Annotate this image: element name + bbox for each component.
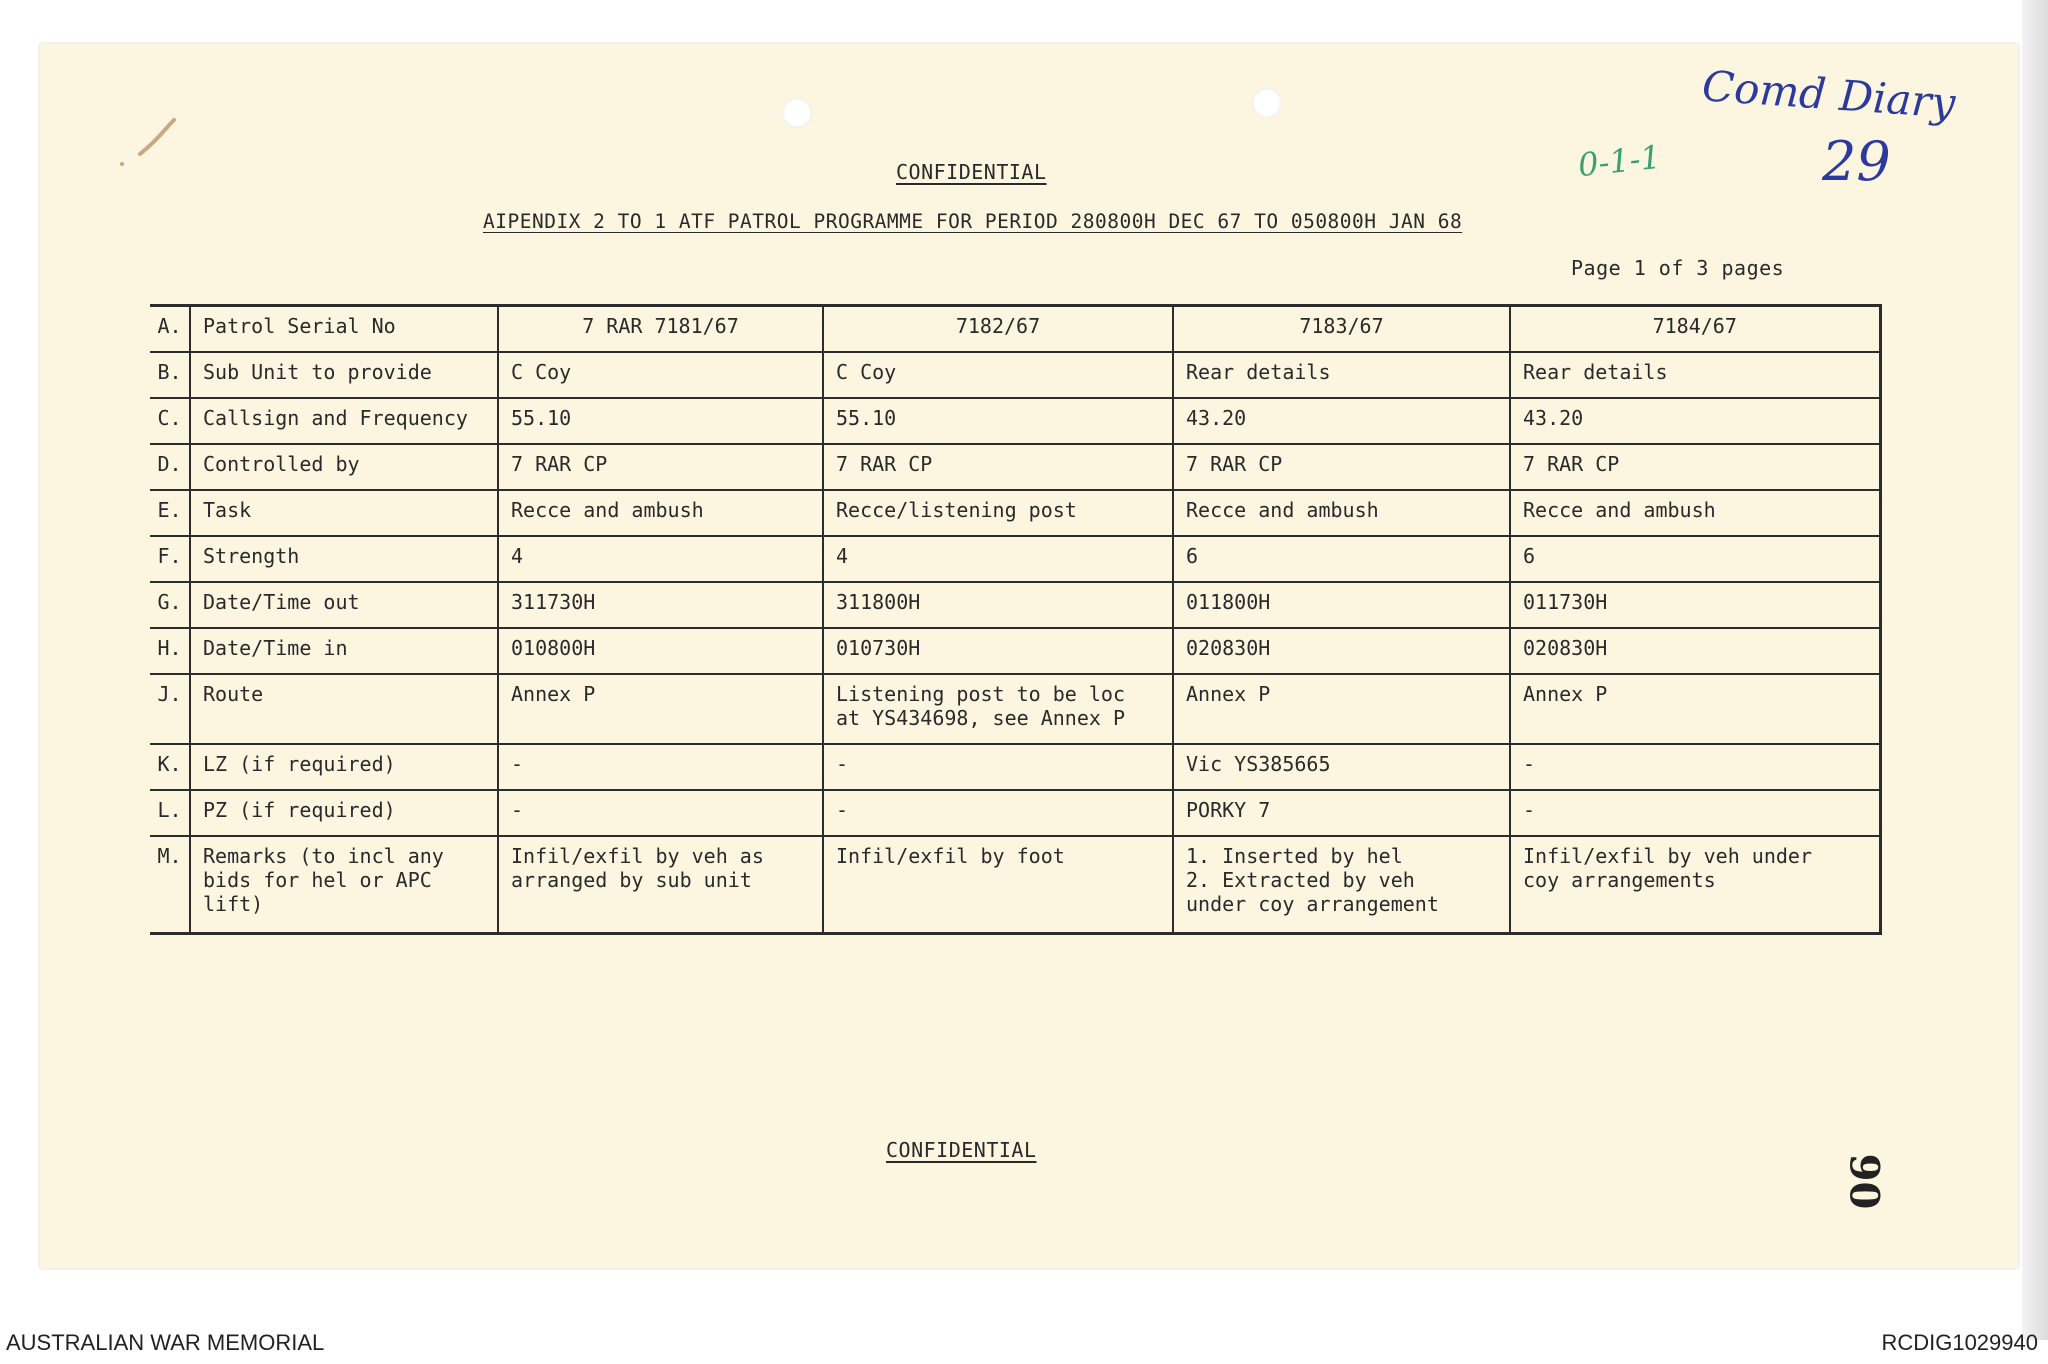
table-cell: - (823, 790, 1173, 836)
table-row (150, 444, 1880, 490)
table-cell: C Coy (498, 352, 823, 398)
table-row (150, 744, 1880, 790)
row-letter: G. (150, 582, 190, 628)
table-cell: Rear details (1173, 352, 1510, 398)
table-cell: 020830H (1173, 628, 1510, 674)
table-cell: - (1510, 744, 1880, 790)
table-cell: 311730H (498, 582, 823, 628)
table-cell: Infil/exfil by foot (823, 836, 1173, 934)
table-row (150, 306, 1880, 352)
row-label: LZ (if required) (190, 744, 498, 790)
patrol-programme-table (150, 304, 1882, 935)
row-label: Route (190, 674, 498, 744)
footer-left: AUSTRALIAN WAR MEMORIAL (6, 1330, 325, 1355)
row-letter: D. (150, 444, 190, 490)
table-cell: 7 RAR CP (1510, 444, 1880, 490)
punch-hole-right (1252, 88, 1282, 118)
table-cell: 6 (1510, 536, 1880, 582)
table-cell: 010730H (823, 628, 1173, 674)
punch-hole-left (782, 98, 812, 128)
handwritten-page-number: 29 (1822, 130, 1891, 193)
table-cell: - (498, 790, 823, 836)
table-cell: 43.20 (1173, 398, 1510, 444)
table-cell: C Coy (823, 352, 1173, 398)
table-cell: 010800H (498, 628, 823, 674)
table-cell: 7182/67 (823, 306, 1173, 352)
row-label: Controlled by (190, 444, 498, 490)
table-cell: Annex P (498, 674, 823, 744)
table-cell: Listening post to be loc at YS434698, see Annex P (823, 674, 1173, 744)
table-cell: - (823, 744, 1173, 790)
table-row (150, 398, 1880, 444)
row-letter: F. (150, 536, 190, 582)
table-row (150, 628, 1880, 674)
table-cell: 55.10 (498, 398, 823, 444)
handwritten-comd-diary: Comd Diary (1700, 61, 1957, 128)
table-row (150, 674, 1880, 744)
table-cell: 7 RAR CP (498, 444, 823, 490)
table-cell: Annex P (1510, 674, 1880, 744)
row-label: Date/Time out (190, 582, 498, 628)
row-label: Strength (190, 536, 498, 582)
row-letter: A. (150, 306, 190, 352)
page-info: Page 1 of 3 pages (1571, 256, 1785, 280)
table-cell: Recce and ambush (1173, 490, 1510, 536)
table-cell: 6 (1173, 536, 1510, 582)
table-cell: Recce and ambush (498, 490, 823, 536)
row-letter: K. (150, 744, 190, 790)
confidential-bottom: CONFIDENTIAL (886, 1138, 1037, 1162)
table-row (150, 490, 1880, 536)
footer-right: RCDIG1029940 (1881, 1330, 2038, 1355)
row-label: Sub Unit to provide (190, 352, 498, 398)
row-label: Callsign and Frequency (190, 398, 498, 444)
row-label: Task (190, 490, 498, 536)
table-cell: Infil/exfil by veh under coy arrangements (1510, 836, 1880, 934)
row-label: Patrol Serial No (190, 306, 498, 352)
row-letter: B. (150, 352, 190, 398)
row-label: PZ (if required) (190, 790, 498, 836)
confidential-top: CONFIDENTIAL (896, 160, 1047, 184)
row-label: Date/Time in (190, 628, 498, 674)
table-cell: Recce and ambush (1510, 490, 1880, 536)
scan-edge (2022, 0, 2048, 1340)
handwritten-folio: 90 (1840, 1153, 1888, 1210)
row-letter: E. (150, 490, 190, 536)
table-cell: PORKY 7 (1173, 790, 1510, 836)
document-title: AIPENDIX 2 TO 1 ATF PATROL PROGRAMME FOR PERIOD 280800H DEC 67 TO 050800H JAN 68 (483, 210, 1463, 233)
table-row (150, 582, 1880, 628)
table-cell: Infil/exfil by veh as arranged by sub unit (498, 836, 823, 934)
table-row (150, 836, 1880, 934)
table-cell: 7 RAR 7181/67 (498, 306, 823, 352)
paper-mark (110, 102, 210, 172)
table-cell: 7 RAR CP (1173, 444, 1510, 490)
table-cell: 020830H (1510, 628, 1880, 674)
table-cell: 011800H (1173, 582, 1510, 628)
row-letter: J. (150, 674, 190, 744)
table-cell: Annex P (1173, 674, 1510, 744)
table-cell: 4 (823, 536, 1173, 582)
table-row (150, 352, 1880, 398)
row-letter: C. (150, 398, 190, 444)
handwritten-green-note: 0-1-1 (1576, 137, 1663, 185)
table-cell: 4 (498, 536, 823, 582)
table-cell: 7184/67 (1510, 306, 1880, 352)
table-row (150, 790, 1880, 836)
table-row (150, 536, 1880, 582)
table-cell: 1. Inserted by hel 2. Extracted by veh under coy arrangement (1173, 836, 1510, 934)
table-cell: 011730H (1510, 582, 1880, 628)
table-cell: - (1510, 790, 1880, 836)
table-cell: 55.10 (823, 398, 1173, 444)
row-letter: H. (150, 628, 190, 674)
table-cell: 311800H (823, 582, 1173, 628)
row-letter: M. (150, 836, 190, 934)
table-cell: Recce/listening post (823, 490, 1173, 536)
table-cell: 43.20 (1510, 398, 1880, 444)
row-label: Remarks (to incl any bids for hel or APC lift) (190, 836, 498, 934)
table-cell: - (498, 744, 823, 790)
table-cell: Rear details (1510, 352, 1880, 398)
table-cell: 7183/67 (1173, 306, 1510, 352)
table-cell: 7 RAR CP (823, 444, 1173, 490)
row-letter: L. (150, 790, 190, 836)
table-cell: Vic YS385665 (1173, 744, 1510, 790)
